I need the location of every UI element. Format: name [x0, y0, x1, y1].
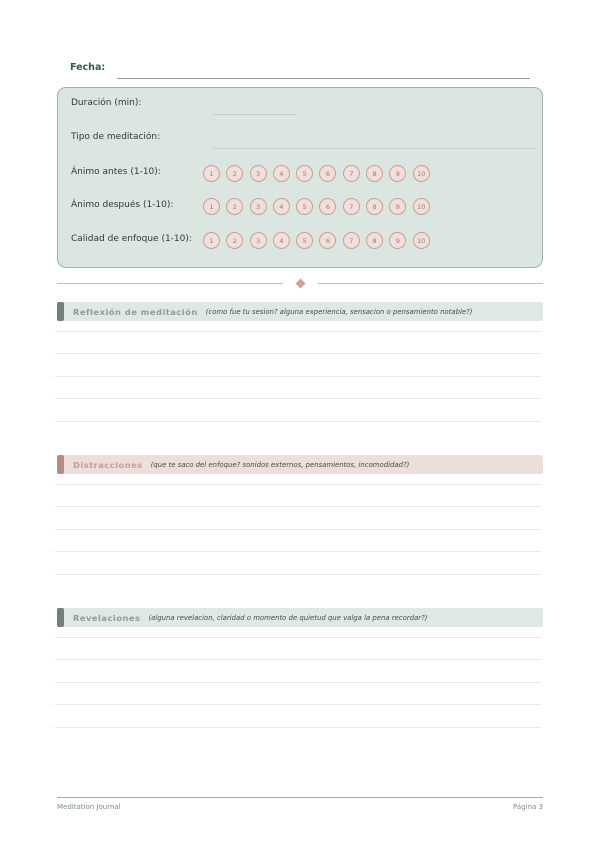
section-divider	[57, 278, 543, 288]
rating-circle[interactable]: 5	[296, 165, 313, 182]
writing-line	[55, 529, 541, 530]
tipo-meditacion-label: Tipo de meditación:	[71, 132, 161, 142]
writing-line	[55, 398, 541, 399]
writing-line	[55, 574, 541, 575]
section-header	[57, 608, 543, 627]
rating-circle[interactable]: 1	[203, 198, 220, 215]
journal-section	[57, 455, 543, 590]
section-title: Reflexión de meditación	[73, 306, 198, 317]
rating-circle[interactable]: 10	[413, 232, 430, 249]
footer-page-number: Página 3	[513, 803, 543, 811]
section-hint: (alguna revelacion, claridad o momento de quietud que valga la pena recordar?)	[148, 613, 428, 622]
section-title: Revelaciones	[73, 612, 141, 623]
writing-line	[55, 353, 541, 354]
fecha-label: Fecha:	[70, 62, 106, 73]
rating-circle[interactable]: 4	[273, 232, 290, 249]
writing-line	[55, 331, 541, 332]
section-accent-bar	[57, 302, 64, 321]
rating-circle[interactable]: 1	[203, 232, 220, 249]
writing-line	[55, 637, 541, 638]
footer-divider-line	[57, 797, 543, 798]
calidad-enfoque-label: Calidad de enfoque (1-10):	[71, 234, 192, 244]
rating-circle[interactable]: 6	[319, 165, 336, 182]
duracion-label: Duración (min):	[71, 98, 142, 108]
writing-line	[55, 727, 541, 728]
rating-circle[interactable]: 7	[343, 165, 360, 182]
animo-antes-label: Ánimo antes (1-10):	[71, 167, 161, 177]
section-accent-bar	[57, 455, 64, 474]
rating-circle[interactable]: 8	[366, 198, 383, 215]
section-header	[57, 455, 543, 474]
fecha-input-line[interactable]	[117, 78, 530, 79]
section-hint: (como fue tu sesion? alguna experiencia, sensacion o pensamiento notable?)	[205, 307, 473, 316]
footer-journal-title: Meditation Journal	[57, 803, 121, 811]
rating-circle[interactable]: 3	[250, 232, 267, 249]
writing-line	[55, 682, 541, 683]
journal-section	[57, 608, 543, 743]
rating-circle[interactable]: 5	[296, 232, 313, 249]
animo-despues-label: Ánimo después (1-10):	[71, 200, 174, 210]
writing-line	[55, 659, 541, 660]
session-info-box	[57, 87, 543, 268]
rating-circle[interactable]: 7	[343, 232, 360, 249]
diamond-icon	[295, 278, 305, 288]
section-title: Distracciones	[73, 459, 143, 470]
rating-circle[interactable]: 10	[413, 198, 430, 215]
rating-circle[interactable]: 3	[250, 198, 267, 215]
rating-circle[interactable]: 3	[250, 165, 267, 182]
rating-circle[interactable]: 8	[366, 165, 383, 182]
rating-circle[interactable]: 10	[413, 165, 430, 182]
rating-circle[interactable]: 6	[319, 232, 336, 249]
section-accent-bar	[57, 608, 64, 627]
writing-line	[55, 704, 541, 705]
writing-line	[55, 484, 541, 485]
rating-circle[interactable]: 4	[273, 198, 290, 215]
duracion-input-line[interactable]	[213, 114, 296, 115]
writing-line	[55, 376, 541, 377]
rating-circle[interactable]: 9	[389, 198, 406, 215]
section-header	[57, 302, 543, 321]
rating-circle[interactable]: 2	[226, 165, 243, 182]
rating-circle[interactable]: 9	[389, 165, 406, 182]
rating-circle[interactable]: 4	[273, 165, 290, 182]
rating-circle[interactable]: 8	[366, 232, 383, 249]
rating-row-calidad-enfoque	[203, 232, 430, 249]
rating-circle[interactable]: 9	[389, 232, 406, 249]
writing-line	[55, 551, 541, 552]
section-hint: (que te saco del enfoque? sonidos externos, pensamientos, incomodidad?)	[150, 460, 410, 469]
journal-section	[57, 302, 543, 437]
rating-row-animo-antes	[203, 165, 430, 182]
writing-line	[55, 506, 541, 507]
rating-circle[interactable]: 1	[203, 165, 220, 182]
rating-row-animo-despues	[203, 198, 430, 215]
rating-circle[interactable]: 2	[226, 232, 243, 249]
divider-line-right	[318, 283, 544, 284]
tipo-meditacion-input-line[interactable]	[213, 148, 535, 149]
writing-line	[55, 421, 541, 422]
rating-circle[interactable]: 7	[343, 198, 360, 215]
divider-line-left	[57, 283, 283, 284]
rating-circle[interactable]: 6	[319, 198, 336, 215]
rating-circle[interactable]: 5	[296, 198, 313, 215]
rating-circle[interactable]: 2	[226, 198, 243, 215]
